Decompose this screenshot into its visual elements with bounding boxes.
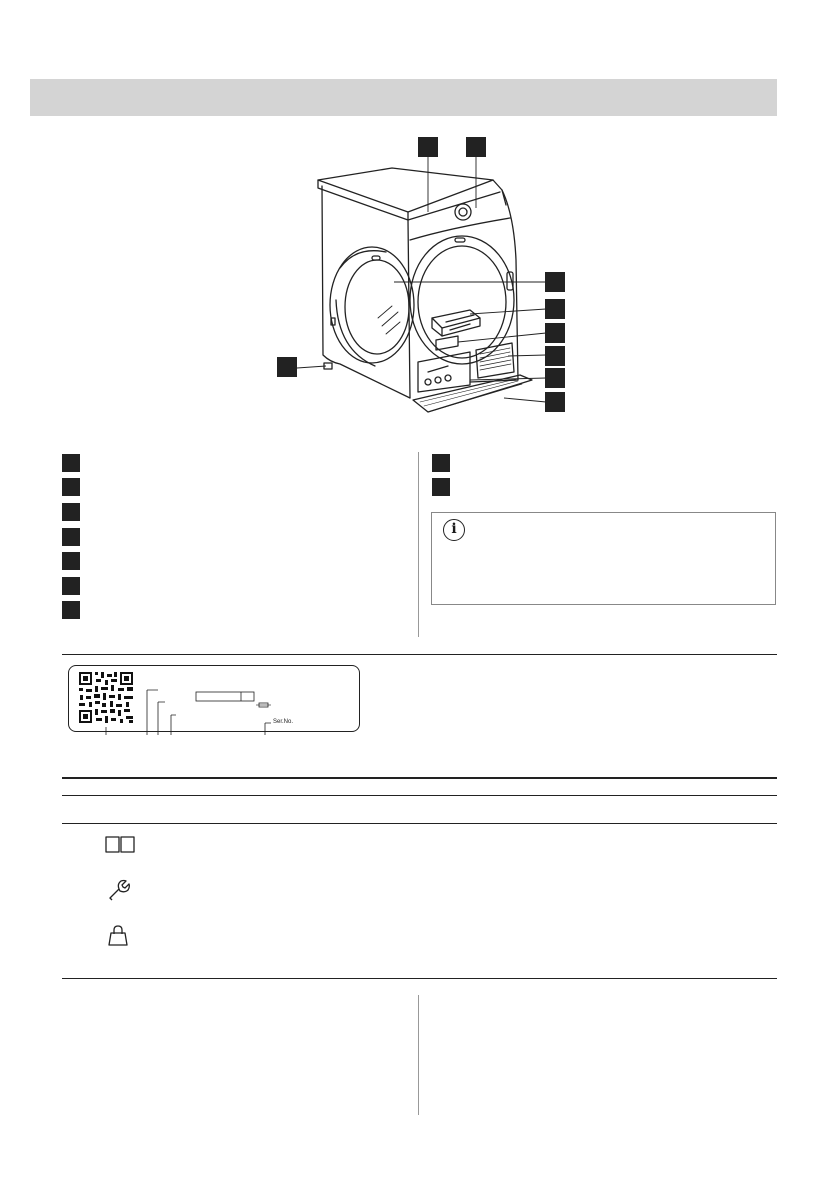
callout-marker	[545, 299, 565, 319]
legend-marker	[62, 454, 80, 472]
table-top-rule	[62, 777, 777, 779]
legend-marker	[432, 478, 450, 496]
wrench-icon	[106, 878, 130, 902]
table-header-rule	[62, 795, 777, 796]
section-rule	[62, 654, 777, 655]
callout-marker	[545, 368, 565, 388]
rating-plate-details	[68, 665, 360, 745]
legend-marker	[62, 528, 80, 546]
shopping-bag-icon	[106, 924, 130, 948]
legend-marker	[432, 454, 450, 472]
info-note	[431, 512, 776, 605]
dryer-illustration	[270, 128, 580, 428]
callout-marker	[418, 137, 438, 157]
top-rule	[0, 0, 839, 1]
legend-marker	[62, 552, 80, 570]
callout-marker	[545, 323, 565, 343]
legend-marker	[62, 478, 80, 496]
legend-marker	[62, 577, 80, 595]
callout-marker	[277, 357, 297, 377]
callout-marker	[545, 272, 565, 292]
column-divider	[418, 995, 419, 1115]
callout-marker	[466, 137, 486, 157]
section-rule	[62, 978, 777, 979]
info-icon: i	[443, 519, 465, 541]
table-section-rule	[62, 823, 777, 824]
legend-marker	[62, 503, 80, 521]
callout-marker	[545, 346, 565, 366]
column-divider	[418, 452, 419, 637]
serial-number-label: Ser.No.	[273, 719, 294, 725]
qr-code	[79, 672, 133, 723]
book-icon	[104, 834, 136, 854]
legend-marker	[62, 601, 80, 619]
callout-marker	[545, 392, 565, 412]
section-header-bar	[30, 79, 777, 116]
